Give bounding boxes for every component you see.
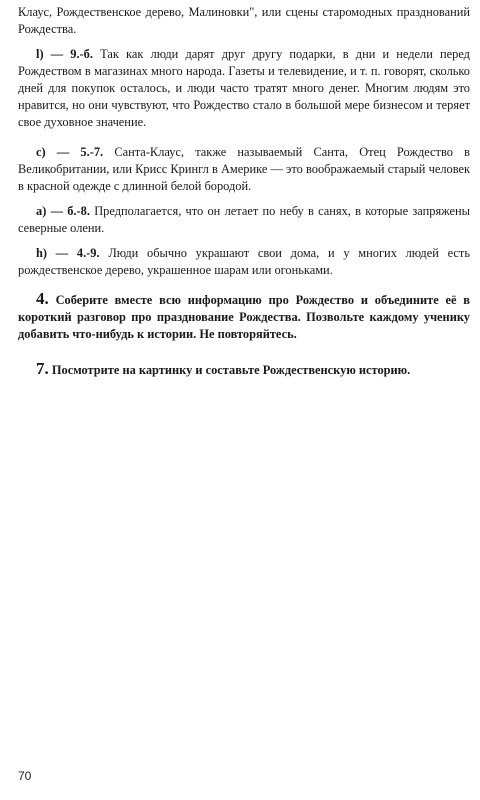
task-number: 4. <box>36 289 49 308</box>
answer-paragraph-h <box>18 245 470 279</box>
answer-text: Так как люди дарят друг другу подарки, в дни и недели перед Рождеством в магазинах много народа. Газеты и телевидение, и т. п. говорят, сколько дней для покупок осталось, и люди часто тратят много денег. Многим людям это нравится, но они чувствуют, что Рождество стало в большой мере бизнесом и теряет свое духовное значение. <box>18 47 470 129</box>
answer-label: l) — 9.-б. <box>36 47 93 61</box>
task-number: 7. <box>36 359 49 378</box>
answer-text: Люди обычно украшают свои дома, и у многих людей есть рождественское дерево, украшенное шарам или огоньками. <box>18 246 470 277</box>
answer-text: Санта-Клаус, также называемый Санта, Отец Рождество в Великобритании, или Крисс Крингл в Америке — это воображаемый старый человек в красной одежде с длинной белой бородой. <box>18 145 470 193</box>
answer-label: c) — 5.-7. <box>36 145 104 159</box>
intro-paragraph: Клаус, Рождественское дерево, Малиновки", или сцены старомодных празднований Рождества. <box>18 5 470 36</box>
answer-paragraph-l <box>18 46 470 131</box>
answer-paragraph-c <box>18 144 470 195</box>
task-7 <box>18 360 470 379</box>
answer-label: a) — б.-8. <box>36 204 90 218</box>
page-number: 70 <box>18 769 32 783</box>
answer-label: h) — 4.-9. <box>36 246 100 260</box>
task-text: Посмотрите на картинку и составьте Рождественскую историю. <box>51 363 411 377</box>
answer-text: Предполагается, что он летает по небу в санях, в которые запряжены северные олени. <box>18 204 470 235</box>
task-4 <box>18 290 470 343</box>
task-text: Соберите вместе всю информацию про Рождество и объедините её в короткий разговор про празднование Рождества. Позвольте каждому ученику добавить что-нибудь к истории. Не повторяйтесь. <box>18 293 470 341</box>
answer-paragraph-a <box>18 203 470 237</box>
